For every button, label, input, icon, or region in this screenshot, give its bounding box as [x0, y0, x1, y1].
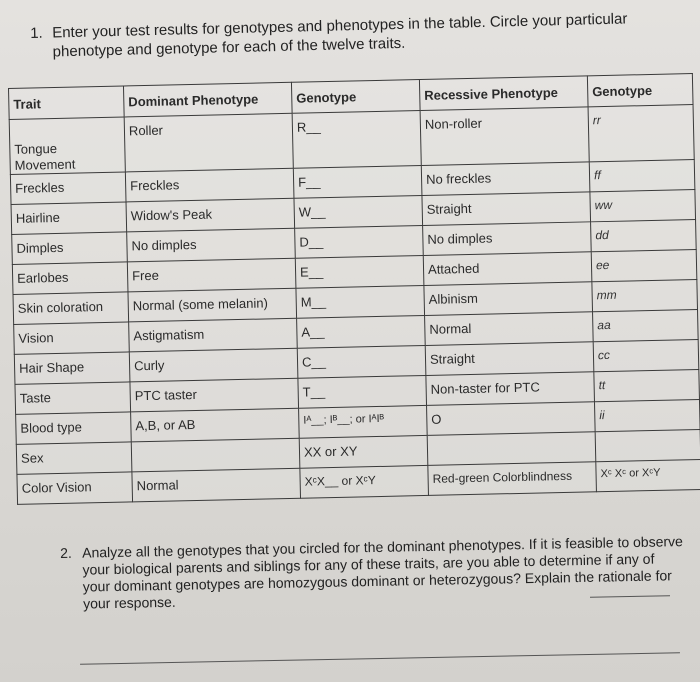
recessive-genotype-cell[interactable]: ww — [590, 190, 696, 222]
dominant-phenotype-cell[interactable]: Freckles — [125, 168, 294, 202]
dominant-genotype-cell[interactable]: E__ — [295, 255, 424, 288]
dominant-genotype-cell[interactable]: XᶜX__ or XᶜY — [300, 465, 429, 498]
question-2-text: Analyze all the genotypes that you circled for the dominant phenotypes. If it is feasible to observe your biological parents and siblings for any of these traits, are you able to determine if any of your dominant genotypes are homozygous dominant or heterozygous? Explain the rationale for your response. — [81, 533, 683, 612]
recessive-phenotype-cell[interactable]: Non-taster for PTC — [426, 372, 595, 406]
recessive-genotype-cell[interactable]: tt — [594, 369, 700, 401]
dominant-phenotype-cell[interactable]: PTC taster — [130, 378, 299, 412]
recessive-phenotype-cell[interactable]: Red-green Colorblindness — [428, 462, 597, 496]
dominant-phenotype-cell[interactable] — [131, 438, 300, 472]
dominant-genotype-cell[interactable]: R__ — [292, 111, 421, 169]
trait-cell: Tongue Movement — [9, 117, 125, 174]
trait-cell: Skin coloration — [13, 292, 129, 325]
question-2-number: 2. — [60, 544, 72, 561]
trait-cell: Dimples — [12, 232, 128, 265]
recessive-genotype-cell[interactable]: aa — [593, 310, 699, 342]
dominant-phenotype-cell[interactable]: Normal (some melanin) — [128, 288, 297, 322]
dominant-phenotype-cell[interactable]: Curly — [129, 348, 298, 382]
dominant-phenotype-cell[interactable]: Free — [127, 258, 296, 292]
recessive-phenotype-cell[interactable]: Straight — [425, 342, 594, 376]
header-recessive-genotype: Genotype — [587, 74, 693, 107]
trait-cell: Taste — [15, 382, 131, 415]
dominant-genotype-cell[interactable]: C__ — [297, 345, 426, 378]
trait-cell: Hair Shape — [14, 352, 130, 385]
question-2 — [60, 533, 686, 613]
dominant-genotype-cell[interactable]: M__ — [296, 285, 425, 318]
header-dominant-phenotype: Dominant Phenotype — [123, 82, 292, 117]
recessive-genotype-cell[interactable]: ff — [589, 160, 695, 192]
genetics-table-wrapper — [8, 73, 700, 505]
recessive-phenotype-cell[interactable]: Straight — [422, 192, 591, 226]
header-recessive-phenotype: Recessive Phenotype — [419, 76, 588, 111]
dominant-genotype-cell[interactable]: XX or XY — [299, 435, 428, 468]
recessive-genotype-cell[interactable]: mm — [592, 280, 698, 312]
dominant-genotype-cell[interactable]: T__ — [298, 375, 427, 408]
dominant-phenotype-cell[interactable]: Normal — [132, 468, 301, 502]
recessive-phenotype-cell[interactable]: Normal — [425, 312, 594, 346]
trait-cell: Vision — [14, 322, 130, 355]
dominant-phenotype-cell[interactable]: Roller — [124, 113, 293, 172]
question-1-number: 1. — [30, 24, 43, 42]
recessive-genotype-cell[interactable]: Xᶜ Xᶜ or XᶜY — [596, 459, 700, 491]
recessive-phenotype-cell[interactable]: Attached — [423, 252, 592, 286]
dominant-genotype-cell[interactable]: A__ — [297, 315, 426, 348]
question-1 — [30, 9, 651, 62]
trait-cell: Earlobes — [12, 262, 128, 295]
recessive-genotype-cell[interactable]: ii — [594, 399, 700, 431]
trait-cell: Sex — [16, 442, 132, 475]
trait-cell: Color Vision — [17, 472, 133, 505]
genetics-table — [8, 73, 700, 505]
recessive-genotype-cell[interactable]: cc — [593, 340, 699, 372]
dominant-genotype-cell[interactable]: D__ — [295, 225, 424, 258]
recessive-genotype-cell[interactable]: ee — [591, 250, 697, 282]
recessive-phenotype-cell[interactable]: O — [427, 402, 596, 436]
recessive-phenotype-cell[interactable]: No freckles — [421, 162, 590, 196]
recessive-genotype-cell[interactable]: dd — [591, 220, 697, 252]
recessive-phenotype-cell[interactable]: No dimples — [423, 222, 592, 256]
dominant-phenotype-cell[interactable]: No dimples — [127, 228, 296, 262]
trait-cell: Hairline — [11, 202, 127, 235]
answer-line[interactable] — [80, 652, 680, 665]
recessive-phenotype-cell[interactable] — [427, 432, 596, 466]
header-trait: Trait — [9, 86, 125, 120]
recessive-phenotype-cell[interactable]: Non-roller — [420, 107, 589, 166]
header-dominant-genotype: Genotype — [291, 80, 420, 114]
dominant-genotype-cell[interactable]: W__ — [294, 195, 423, 228]
dominant-phenotype-cell[interactable]: Astigmatism — [129, 318, 298, 352]
dominant-phenotype-cell[interactable]: A,B, or AB — [131, 408, 300, 442]
recessive-genotype-cell[interactable] — [595, 429, 700, 461]
recessive-phenotype-cell[interactable]: Albinism — [424, 282, 593, 316]
trait-cell: Freckles — [10, 172, 126, 205]
trait-cell: Blood type — [16, 412, 132, 445]
dominant-phenotype-cell[interactable]: Widow's Peak — [126, 198, 295, 232]
question-1-text: Enter your test results for genotypes and phenotypes in the table. Circle your particular phenotype and genotype for each of the twelve traits. — [52, 10, 628, 61]
dominant-genotype-cell[interactable]: Iᴬ__; Iᴮ__; or IᴬIᴮ — [299, 405, 428, 438]
dominant-genotype-cell[interactable]: F__ — [293, 166, 422, 199]
recessive-genotype-cell[interactable]: rr — [588, 105, 694, 162]
